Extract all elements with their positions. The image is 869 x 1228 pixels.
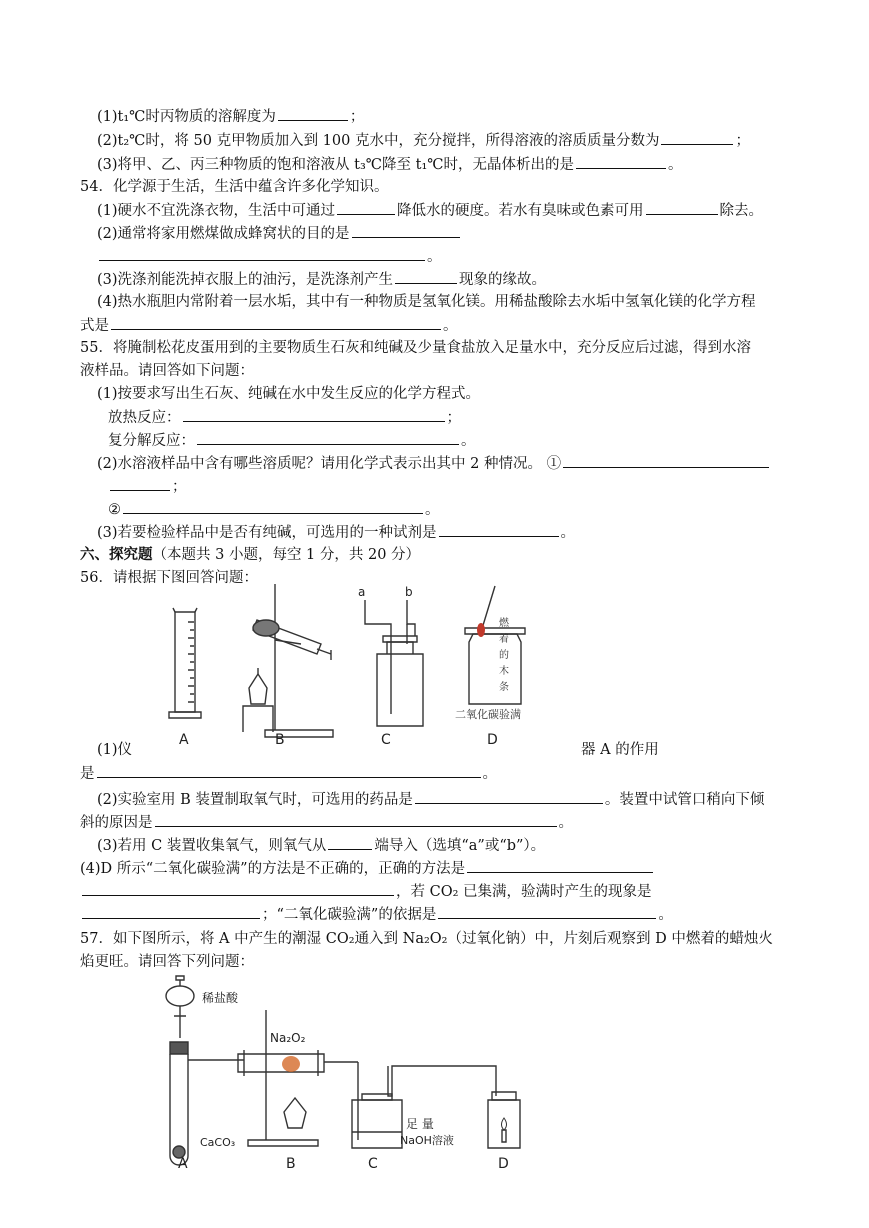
q57-figure — [152, 970, 532, 1175]
q56-l4c: ；“二氧化碳验满”的依据是 — [262, 907, 437, 923]
answer-blank[interactable] — [415, 789, 603, 804]
section-heading — [80, 545, 420, 565]
naoh-label-2: NaOH溶液 — [400, 1134, 454, 1147]
answer-blank[interactable] — [82, 904, 260, 919]
punct: ； — [172, 479, 187, 495]
fig-d-caption: 二氧化碳验满 — [455, 708, 521, 721]
splint-caption — [499, 616, 510, 693]
answer-blank[interactable] — [111, 315, 441, 330]
punct: 。 — [461, 433, 476, 449]
answer-blank[interactable] — [197, 430, 459, 445]
answer-blank[interactable] — [563, 453, 769, 468]
q54-line4b — [80, 315, 458, 336]
q57-title2: 焰更旺。请回答下列问题： — [80, 954, 254, 970]
candle-flame-icon — [502, 1118, 507, 1130]
q56-line1c — [80, 763, 497, 784]
q56-l1c: 是 — [80, 766, 95, 782]
fig-label-c: C — [381, 732, 391, 748]
q53-line2 — [97, 130, 750, 151]
q54-line1 — [97, 200, 763, 221]
q56-line1b: 器 A 的作用 — [581, 742, 659, 758]
q56-line4c — [80, 904, 673, 925]
fig-label-c: C — [368, 1156, 378, 1172]
q53-line1 — [97, 106, 364, 127]
q55-line2 — [97, 453, 771, 474]
section-title: 六、探究题 — [80, 546, 153, 563]
collecting-bottle-icon — [465, 586, 525, 704]
flame-icon — [477, 623, 485, 637]
q56-line2b — [80, 812, 573, 833]
answer-blank[interactable] — [328, 835, 372, 850]
answer-blank[interactable] — [82, 881, 394, 896]
q55-line2-cont — [108, 476, 187, 497]
caption-char: 条 — [499, 682, 509, 693]
punct: 。 — [427, 249, 442, 265]
punct: 。 — [425, 502, 440, 518]
q55-l3: (3)若要检验样品中是否有纯碱，可选用的一种试剂是 — [97, 525, 437, 541]
section-note: （本题共 3 小题，每空 1 分，共 20 分） — [152, 547, 421, 563]
answer-blank[interactable] — [646, 200, 718, 215]
q53-l3-text: (3)将甲、乙、丙三种物质的饱和溶液从 t₃℃降至 t₁℃时，无晶体析出的是 — [97, 157, 574, 173]
answer-blank[interactable] — [183, 407, 445, 422]
answer-blank[interactable] — [278, 106, 348, 121]
iron-stand-icon — [243, 584, 333, 737]
q54-l4b: 式是 — [80, 318, 109, 334]
punct: 。 — [443, 318, 458, 334]
q54-line4: (4)热水瓶胆内常附着一层水垢，其中有一种物质是氢氧化镁。用稀盐酸除去水垢中氢氧化镁的化学方程 — [97, 294, 756, 310]
q54-title: 54．化学源于生活，生活中蕴含许多化学知识。 — [80, 179, 389, 195]
q53-line3 — [97, 154, 682, 175]
answer-blank[interactable] — [337, 200, 395, 215]
q56-l2-mid: 。装置中试管口稍向下倾 — [604, 792, 765, 808]
q55-title: 55．将腌制松花皮蛋用到的主要物质生石灰和纯碱及少量食盐放入足量水中，充分反应后过滤，得到水溶 — [80, 340, 751, 356]
q55-l2: (2)水溶液样品中含有哪些溶质呢？请用化学式表示出其中 2 种情况。 ① — [97, 456, 562, 472]
q56-line1a: (1)仪 — [97, 742, 133, 758]
q54-l3a: (3)洗涤剂能洗掉衣服上的油污，是洗涤剂产生 — [97, 272, 394, 288]
answer-blank[interactable] — [97, 763, 481, 778]
q54-l1b: 降低水的硬度。若水有臭味或色素可用 — [397, 203, 644, 219]
punct: ； — [735, 133, 750, 149]
punct: 。 — [558, 815, 573, 831]
caco3-label: CaCO₃ — [200, 1136, 236, 1149]
q56-line3 — [97, 835, 545, 856]
gas-bottle-icon — [365, 600, 423, 726]
q55-line2b — [108, 499, 440, 520]
fig-label-d: D — [498, 1156, 509, 1172]
fig-label-a: A — [179, 732, 189, 748]
naoh-label-1: 足 量 — [406, 1117, 434, 1131]
q56-l4b: ，若 CO₂ 已集满，验满时产生的现象是 — [396, 884, 652, 900]
q56-title: 56．请根据下图回答问题： — [80, 570, 258, 586]
answer-blank[interactable] — [439, 522, 559, 537]
q56-figure — [155, 584, 537, 752]
q56-l3: (3)若用 C 装置收集氧气，则氧气从 — [97, 838, 327, 854]
q56-l3b: 端导入（选填“a”或“b”）。 — [374, 838, 546, 854]
q54-l3b: 现象的缘故。 — [459, 272, 547, 288]
fig-label-b: B — [275, 732, 285, 748]
q56-line2 — [97, 789, 764, 810]
answer-blank[interactable] — [155, 812, 557, 827]
answer-blank[interactable] — [123, 499, 423, 514]
q54-line2b — [97, 246, 442, 267]
caption-char: 着 — [499, 634, 509, 645]
q55-l1a: 放热反应： — [108, 410, 181, 426]
fig-label-b: B — [286, 1156, 296, 1172]
graduated-cylinder-icon — [169, 608, 201, 718]
caption-char: 燃 — [499, 618, 509, 629]
answer-blank[interactable] — [110, 476, 170, 491]
answer-blank[interactable] — [661, 130, 733, 145]
q54-line3 — [97, 269, 546, 290]
q55-line1b — [108, 430, 476, 451]
q55-line1a — [108, 407, 461, 428]
q53-l2-text: (2)t₂℃时，将 50 克甲物质加入到 100 克水中，充分搅拌，所得溶液的溶质质量分数为 — [97, 133, 660, 149]
punct: 。 — [658, 907, 673, 923]
answer-blank[interactable] — [467, 858, 653, 873]
punct: 。 — [667, 157, 683, 173]
caption-char: 的 — [499, 650, 509, 661]
answer-blank[interactable] — [99, 246, 425, 261]
q55-line1: (1)按要求写出生石灰、纯碱在水中发生反应的化学方程式。 — [97, 386, 481, 402]
q54-l1a: (1)硬水不宜洗涤衣物，生活中可通过 — [97, 203, 336, 219]
fig-label-a: A — [178, 1156, 188, 1172]
punct: ； — [446, 410, 461, 426]
q57-title: 57．如下图所示，将 A 中产生的潮湿 CO₂通入到 Na₂O₂（过氧化钠）中，片刻后观察到 D 中燃着的蜡烛火 — [80, 931, 773, 947]
q56-line4 — [80, 858, 655, 879]
q56-l2b: 斜的原因是 — [80, 815, 153, 831]
flame-icon — [282, 1056, 300, 1072]
q56-l4: (4)D 所示“二氧化碳验满”的方法是不正确的，正确的方法是 — [80, 861, 466, 877]
q53-l1-text: (1)t₁℃时丙物质的溶解度为 — [97, 109, 276, 125]
q54-l1c: 除去。 — [719, 203, 764, 219]
q54-l2: (2)通常将家用燃煤做成蜂窝状的目的是 — [97, 226, 350, 242]
na2o2-label: Na₂O₂ — [270, 1031, 306, 1045]
caption-char: 木 — [499, 666, 509, 677]
q56-line4b — [80, 881, 652, 902]
port-a-label: a — [358, 585, 366, 599]
port-b-label: b — [405, 585, 413, 599]
punct: 。 — [482, 766, 497, 782]
punct: ； — [349, 109, 365, 125]
q55-l1b: 复分解反应： — [108, 433, 195, 449]
q55-l2b: ② — [108, 502, 121, 518]
answer-blank[interactable] — [395, 269, 457, 284]
q55-line3 — [97, 522, 575, 543]
answer-blank[interactable] — [438, 904, 656, 919]
q55-title2: 液样品。请回答如下问题： — [80, 363, 254, 379]
candle-bottle-icon — [488, 1092, 520, 1148]
answer-blank[interactable] — [352, 223, 460, 238]
q54-line2 — [97, 223, 462, 244]
q56-l2: (2)实验室用 B 装置制取氧气时，可选用的药品是 — [97, 792, 413, 808]
punct: 。 — [560, 525, 576, 541]
fig-label-d: D — [487, 732, 498, 748]
answer-blank[interactable] — [576, 154, 666, 169]
acid-label: 稀盐酸 — [202, 991, 239, 1005]
